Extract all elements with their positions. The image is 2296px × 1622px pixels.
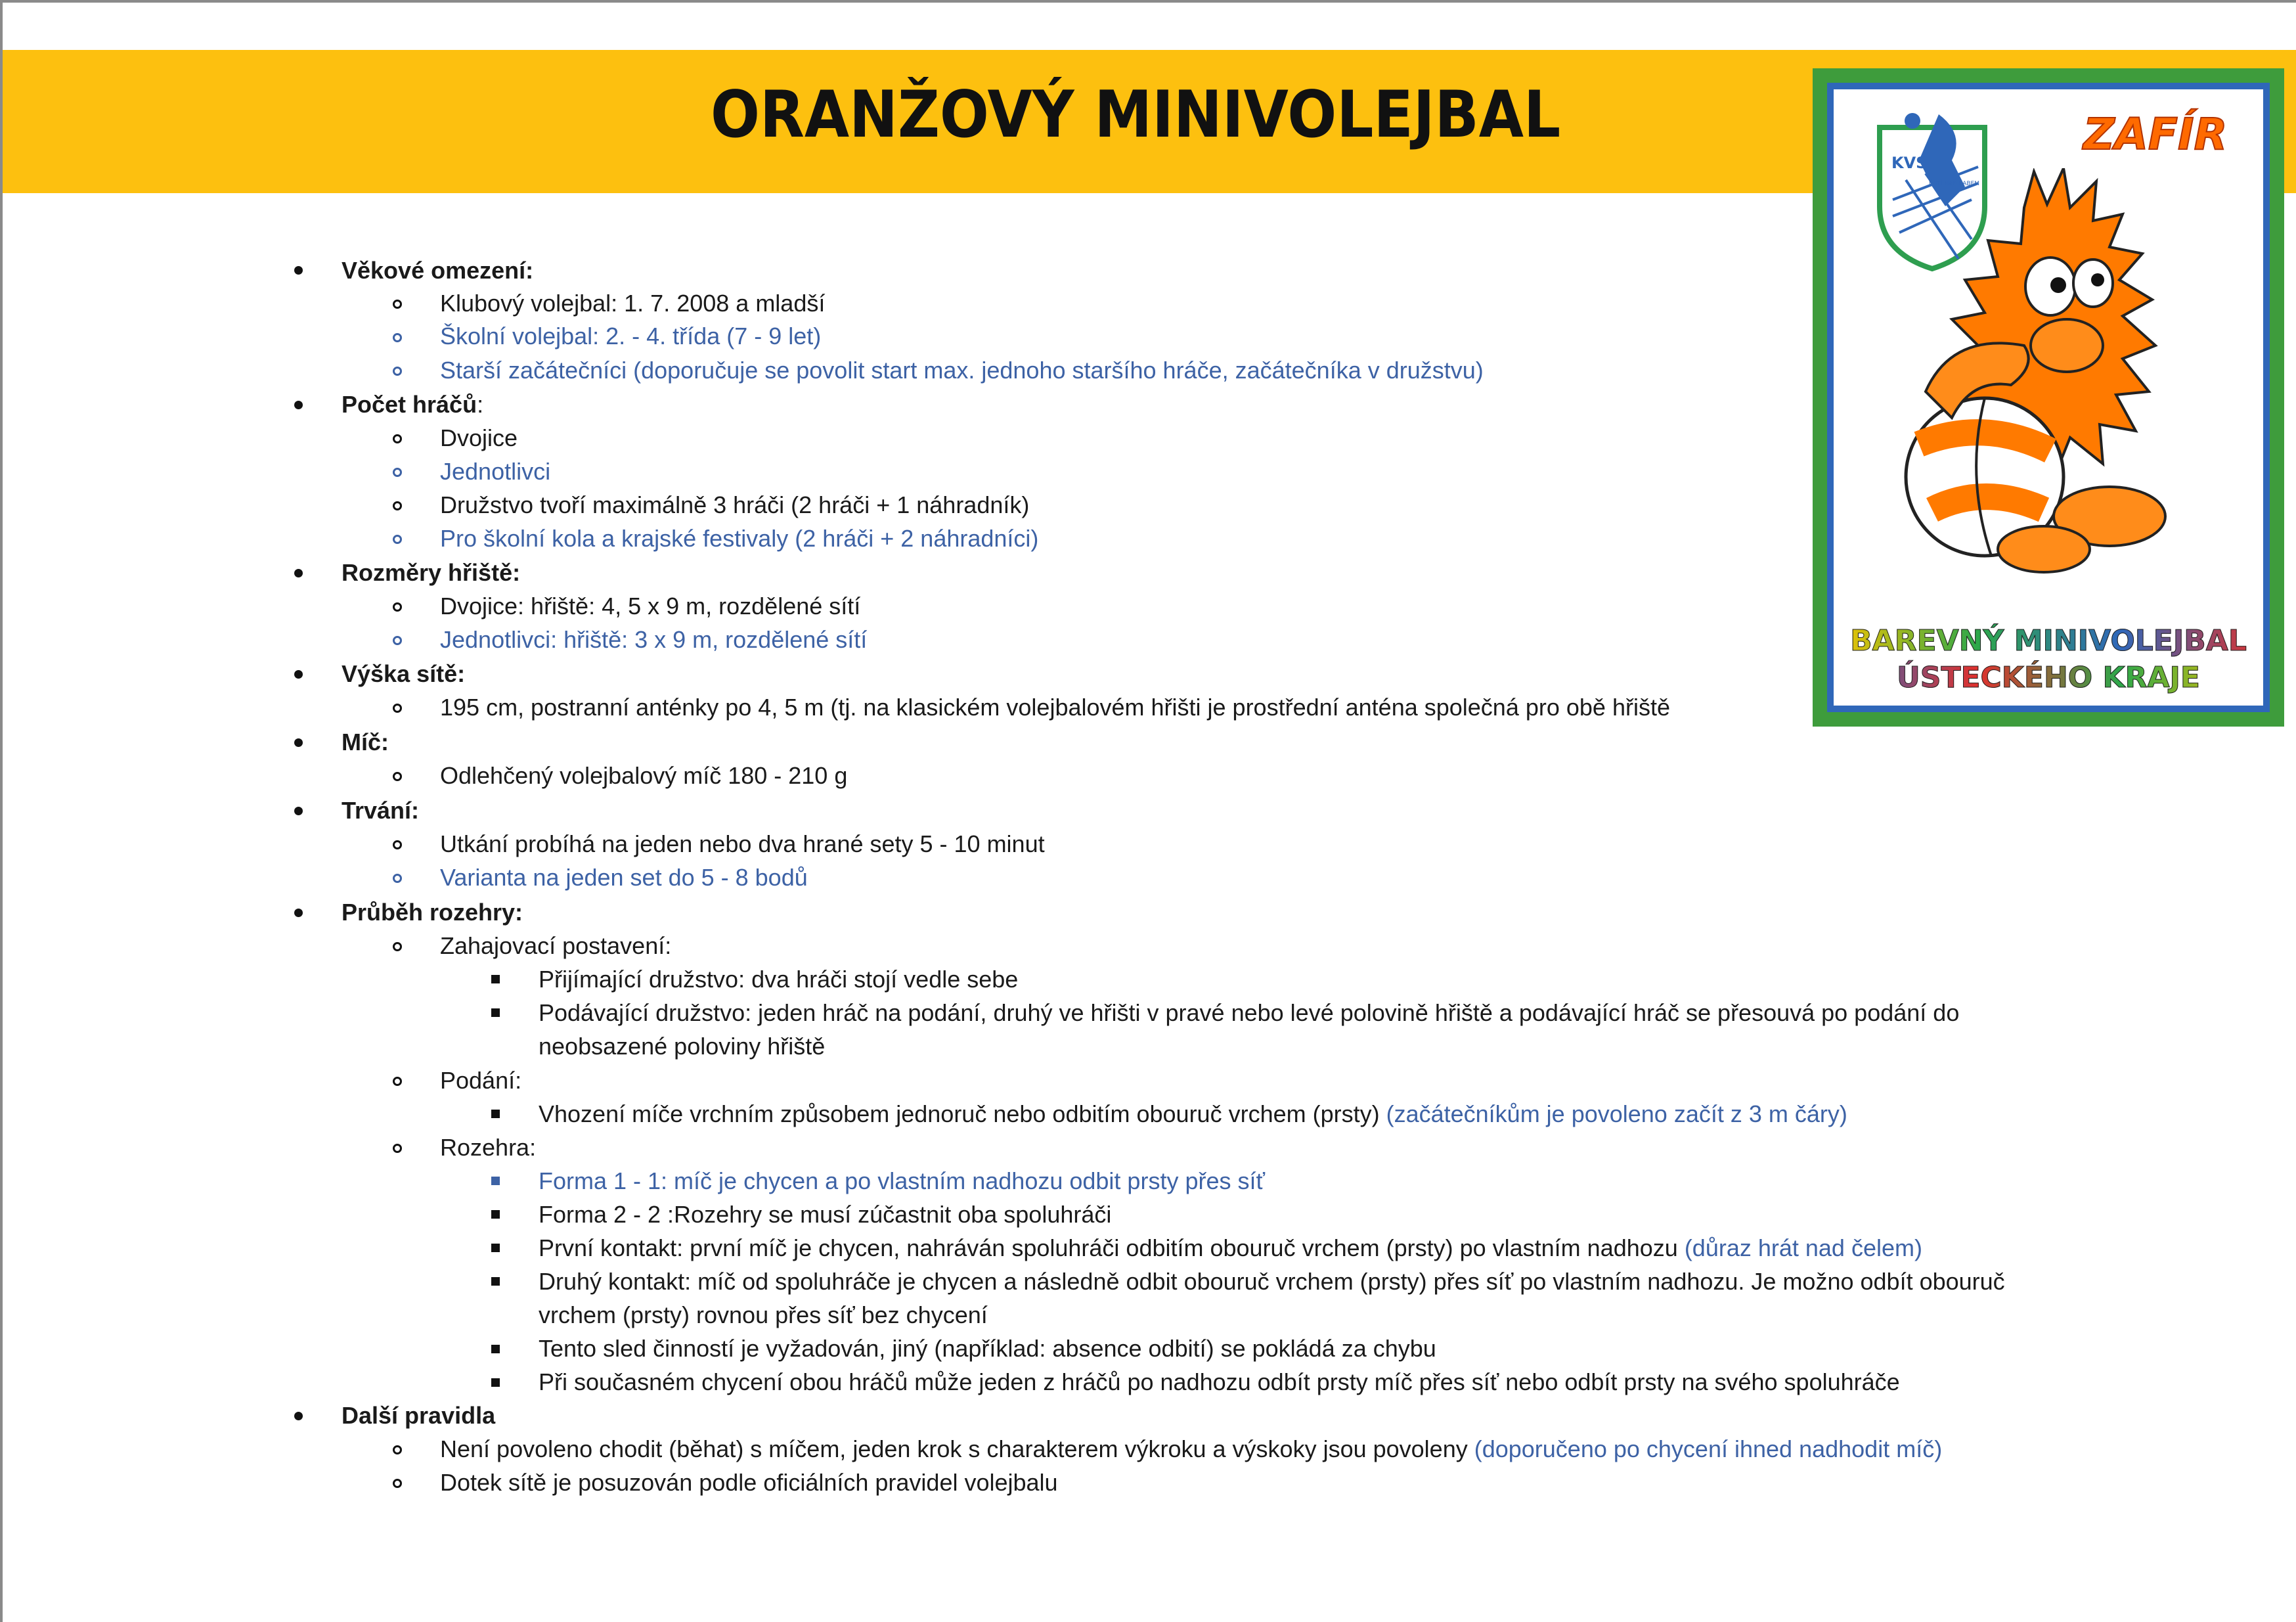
age-item-beginners: Starší začátečníci (doporučuje se povolit start max. jednoho staršího hráče, začátečníka v družstvu) <box>440 357 1484 384</box>
square-bullet <box>491 1244 500 1252</box>
players-item-team: Družstvo tvoří maximálně 3 hráči (2 hráči + 1 náhradník) <box>440 491 1030 518</box>
section-net-label: Výška sítě: <box>342 660 466 687</box>
court-item-singles: Jednotlivci: hřiště: 3 x 9 m, rozdělené sítí <box>440 626 868 653</box>
rally-play-form1: Forma 1 - 1: míč je chycen a po vlastním nadhozu odbit prsty přes síť <box>539 1167 1265 1194</box>
duration-item-match: Utkání probíhá na jeden nebo dva hrané sety 5 - 10 minut <box>440 830 1045 857</box>
mascot-illustration <box>1893 168 2221 575</box>
logo-caption-line1: BAREVNÝ MINIVOLEJBAL <box>1834 624 2263 658</box>
section-age-label: Věkové omezení: <box>342 257 534 284</box>
square-bullet <box>491 1008 500 1017</box>
first-contact-text: První kontakt: první míč je chycen, nahráván spoluhráči odbitím obouruč vrchem (prsty) po vlastním nadhozu <box>539 1234 1685 1261</box>
rally-play-second-contact: Druhý kontakt: míč od spoluhráče je chycen a následně odbit obouruč vrchem (prsty) přes síť po vlastním nadhozu. Je možno odbít obouruč <box>539 1268 2005 1295</box>
bullet <box>294 401 303 409</box>
rally-serve-item <box>539 1100 1847 1129</box>
duration-item-variant: Varianta na jeden set do 5 - 8 bodů <box>440 864 808 891</box>
other-item-net-touch: Dotek sítě je posuzován podle oficiálních pravidel volejbalu <box>440 1469 1058 1496</box>
other-item-walking <box>440 1435 1942 1464</box>
bullet <box>294 1412 303 1420</box>
players-item-festivals: Pro školní kola a krajské festivaly (2 hráči + 2 náhradníci) <box>440 525 1039 552</box>
sub-bullet <box>393 1077 402 1086</box>
section-other-label: Další pravidla <box>342 1402 496 1429</box>
rally-start-serving-cont: neobsazené poloviny hřiště <box>539 1033 826 1060</box>
rally-start-serving: Podávající družstvo: jeden hráč na podání, druhý ve hřišti v pravé nebo levé polovině hřiště a podávající hráč se přesouvá po podání do <box>539 999 1960 1026</box>
walking-text: Není povoleno chodit (běhat) s míčem, jeden krok s charakterem výkroku a výskoky jsou povoleny <box>440 1435 1474 1462</box>
rally-play-simultaneous: Při současném chycení obou hráčů může jeden z hráčů po nadhozu odbít prsty míč přes síť nebo odbít prsty na svého spoluhráče <box>539 1368 1900 1395</box>
section-duration-label: Trvání: <box>342 797 420 824</box>
players-item-pairs: Dvojice <box>440 424 518 451</box>
sub-bullet <box>393 367 402 376</box>
logo-card <box>1813 68 2284 727</box>
bullet <box>294 569 303 577</box>
ball-item: Odlehčený volejbalový míč 180 - 210 g <box>440 762 848 789</box>
rally-start-label: Zahajovací postavení: <box>440 932 672 959</box>
section-ball-label: Míč: <box>342 729 389 755</box>
rally-serve-text: Vhození míče vrchním způsobem jednoruč nebo odbitím obouruč vrchem (prsty) <box>539 1100 1386 1127</box>
section-players-label-text: Počet hráčů <box>342 391 477 418</box>
sub-bullet <box>393 840 402 849</box>
sub-bullet <box>393 1144 402 1153</box>
square-bullet <box>491 1110 500 1118</box>
rally-serve-label: Podání: <box>440 1067 522 1094</box>
section-players-label <box>342 390 483 419</box>
first-contact-note: (důraz hrát nad čelem) <box>1684 1234 1922 1261</box>
kvs-badge-text: KVS <box>1891 154 1928 172</box>
net-item-height: 195 cm, postranní anténky po 4, 5 m (tj. na klasickém volejbalovém hřišti je prostřední anténa společná pro obě hřiště <box>440 694 1670 721</box>
sub-bullet <box>393 704 402 713</box>
rally-play-form2: Forma 2 - 2 :Rozehry se musí zúčastnit oba spoluhráči <box>539 1201 1112 1228</box>
age-item-school: Školní volejbal: 2. - 4. třída (7 - 9 let) <box>440 323 822 349</box>
rally-start-receiving: Přijímající družstvo: dva hráči stojí vedle sebe <box>539 966 1019 993</box>
sub-bullet <box>393 1479 402 1488</box>
mascot-name: ZAFÍR <box>2083 109 2228 160</box>
sub-bullet <box>393 636 402 645</box>
sub-bullet <box>393 772 402 781</box>
bullet <box>294 266 303 275</box>
page-title: ORANŽOVÝ MINIVOLEJBAL <box>711 78 1561 152</box>
square-bullet <box>491 1277 500 1286</box>
page-border-left <box>0 0 3 1622</box>
square-bullet <box>491 975 500 983</box>
age-item-club: Klubový volejbal: 1. 7. 2008 a mladší <box>440 290 826 317</box>
section-court-label: Rozměry hřiště: <box>342 559 521 586</box>
square-bullet <box>491 1378 500 1387</box>
sub-bullet <box>393 333 402 342</box>
rally-play-second-contact-cont: vrchem (prsty) rovnou přes síť bez chycení <box>539 1301 988 1328</box>
sub-bullet <box>393 300 402 309</box>
section-rally-label: Průběh rozehry: <box>342 899 523 926</box>
rally-play-first-contact <box>539 1234 1922 1263</box>
square-bullet <box>491 1210 500 1219</box>
sub-bullet <box>393 602 402 612</box>
bullet <box>294 807 303 815</box>
rally-serve-note: (začátečníkům je povoleno začít z 3 m čáry) <box>1386 1100 1847 1127</box>
bullet <box>294 909 303 917</box>
sub-bullet <box>393 468 402 477</box>
players-item-singles: Jednotlivci <box>440 458 551 485</box>
page-border-top <box>0 0 2296 3</box>
square-bullet <box>491 1177 500 1185</box>
sub-bullet <box>393 1445 402 1454</box>
sub-bullet <box>393 501 402 510</box>
bullet <box>294 738 303 747</box>
sub-bullet <box>393 535 402 544</box>
walking-note: (doporučeno po chycení ihned nadhodit míč) <box>1474 1435 1943 1462</box>
logo-inner <box>1827 83 2270 712</box>
rally-play-sequence: Tento sled činností je vyžadován, jiný (například: absence odbití) se pokládá za chybu <box>539 1335 1436 1362</box>
kvs-badge-subtext: ÚSTÍ NAD LABEM <box>1929 181 1979 187</box>
section-players-label-suffix: : <box>477 391 484 418</box>
rally-play-label: Rozehra: <box>440 1134 537 1161</box>
square-bullet <box>491 1345 500 1353</box>
bullet <box>294 670 303 679</box>
sub-bullet <box>393 874 402 883</box>
logo-caption-line2: ÚSTECKÉHO KRAJE <box>1834 661 2263 694</box>
sub-bullet <box>393 942 402 951</box>
sub-bullet <box>393 434 402 443</box>
court-item-pairs: Dvojice: hřiště: 4, 5 x 9 m, rozdělené sítí <box>440 593 861 620</box>
